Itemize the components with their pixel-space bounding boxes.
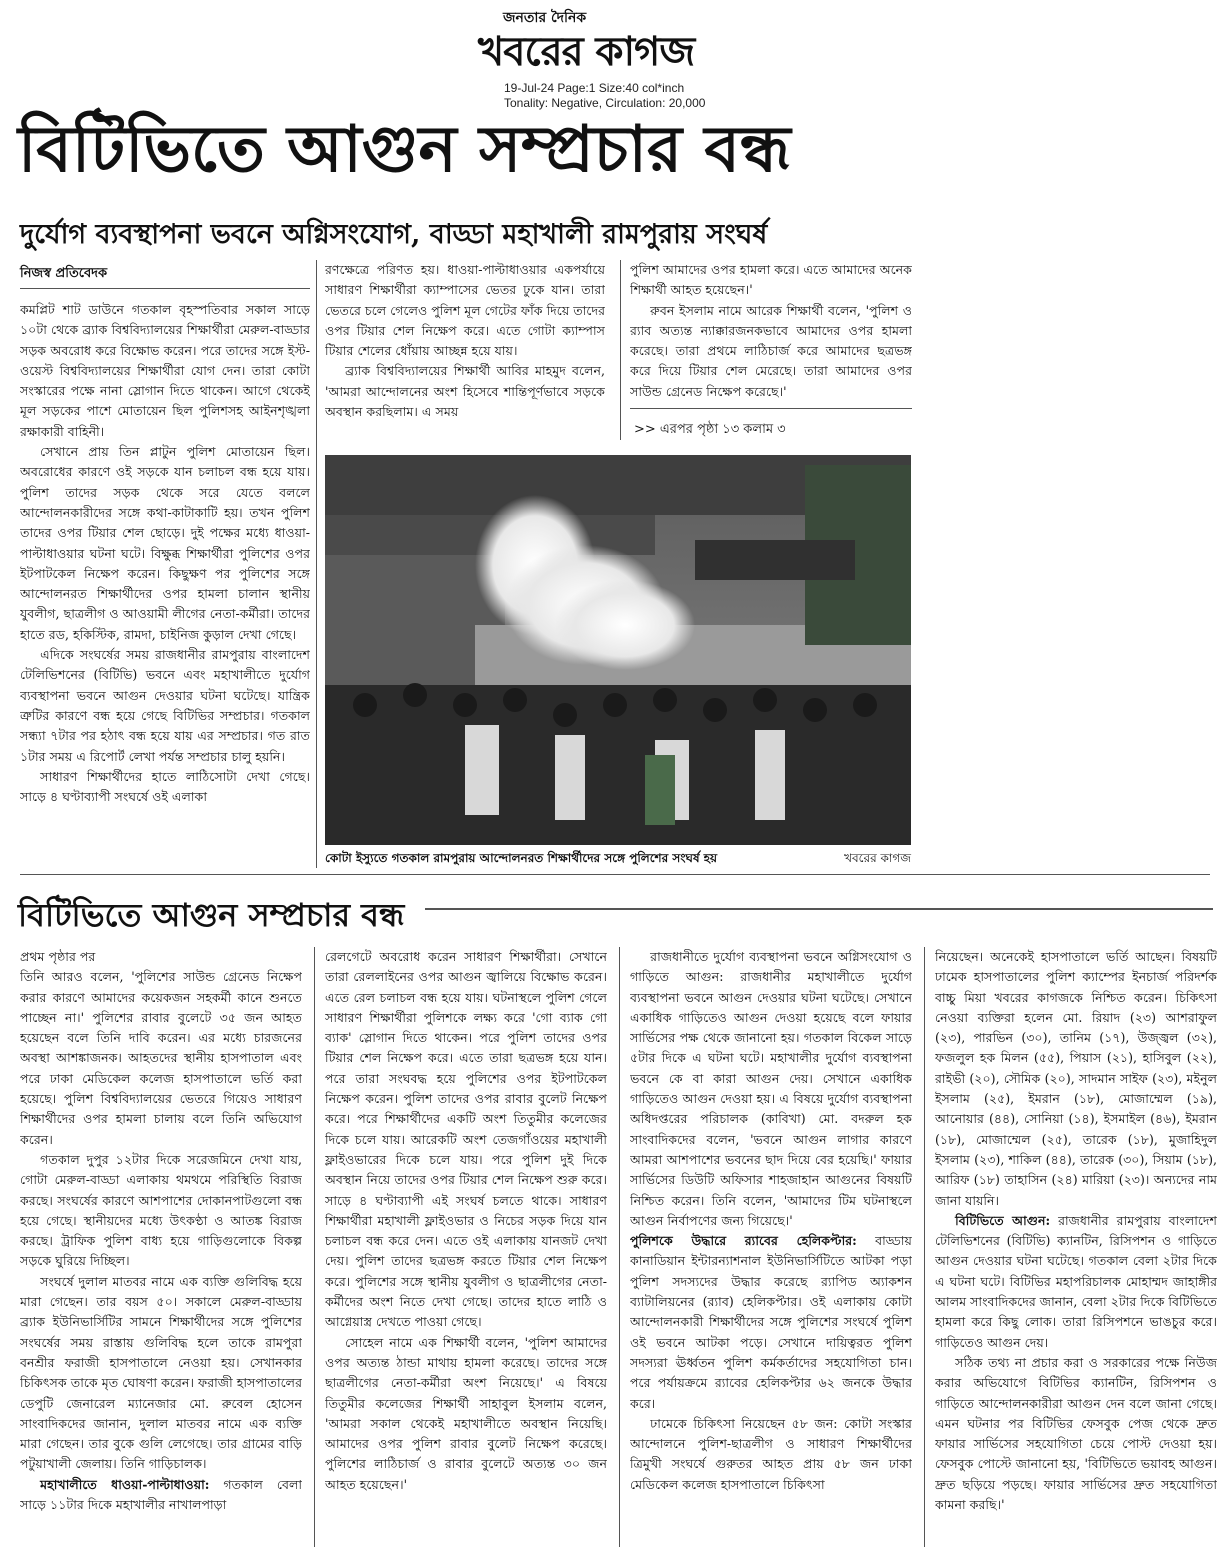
masthead-logo: খবরের কাগজ: [478, 28, 695, 75]
protest-photo-illustration: [325, 455, 911, 845]
paragraph: রেলগেটে অবরোধ করেন সাধারণ শিক্ষার্থীরা। সেখানে তারা রেললাইনের ওপর আগুন জ্বালিয়ে বিক্ষোভ করেন। এতে রেল চলাচল বন্ধ হয়ে যায়। ঘটনাস্থলে পুলিশ গেলে সাধারণ শিক্ষার্থীরা পুলিশকে লক্ষ্য করে 'গো ব্যাক গো ব্যাক' স্লোগান দিতে থাকেন। পরে পুলিশ তাদের ওপর টিয়ার শেল নিক্ষেপ করে। এতে তারা ছত্রভঙ্গ হয়ে যান। পরে তারা সংঘবদ্ধ হয়ে পুলিশের ওপর ইটপাটকেল নিক্ষেপ করেন। পুলিশ তাদের ওপর রাবার বুলেট নিক্ষেপ করে। পরে শিক্ষার্থীদের একটি অংশ তিতুমীর কলেজের দিকে চলে যায়। আরেকটি অংশ তেজগাঁওয়ের মহাখালী ফ্লাইওভারের দিকে চলে যায়। পরে পুলিশ দুই দিকে অবস্থান নিয়ে তাদের ওপর টিয়ার শেল নিক্ষেপ শুরু করে। সাড়ে ৪ ঘণ্টাব্যাপী এই সংঘর্ষ চলতে থাকে। সাধারণ শিক্ষার্থীরা মহাখালী ফ্লাইওভার ও নিচের সড়ক দিয়ে যান চলাচল বন্ধ করে দেন। এতে ওই এলাকায় যানজট দেখা দেয়। পুলিশ তাদের ছত্রভঙ্গ করতে টিয়ার শেল নিক্ষেপ করে। পুলিশের সঙ্গে স্থানীয় যুবলীগ ও ছাত্রলীগের নেতা-কর্মীদের অংশ নিতে দেখা গেছে। তাদের হাতে লাঠি ও আগ্নেয়াস্ত্র দেখতে পাওয়া গেছে।: [325, 949, 607, 1330]
continuation-column-3: [630, 947, 912, 1547]
jump-rule: [630, 408, 912, 409]
paragraph: সঠিক তথ্য না প্রচার করা ও সরকারের পক্ষে নিউজ করার অভিযোগে বিটিভির ক্যানটিন, রিসিপশন ও গাড়িতে আন্দোলনকারীরা আগুন দেন বলে জানা গেছে। এমন ঘটনার পর বিটিভির ফেসবুক পেজ থেকে দ্রুত ফায়ার সার্ভিসের সহযোগিতা চেয়ে পোস্ট দেওয়া হয়। ফেসবুক পোস্টে জানানো হয়, 'বিটিভিতে ভয়াবহ আগুন। দ্রুত ছড়িয়ে পড়ছে। ফায়ার সার্ভিসের দ্রুত সহযোগিতা কামনা করছি।': [935, 1354, 1217, 1513]
paragraph: রাজধানীর রামপুরায় বাংলাদেশ টেলিভিশনের (বিটিভি) ক্যানটিন, রিসিপশন ও গাড়িতে আগুন দেওয়ার ঘটনা ঘটেছে। গতকাল বেলা ২টার দিকে এ ঘটনা ঘটে। বিটিভির মহাপরিচালক মোহাম্মদ জাহাঙ্গীর আলম সাংবাদিকদের জানান, বেলা ২টার দিকে বিটিভিতে হামলা করে কিছু লোক। তারা রিসিপশনে ভাঙচুর করে। গাড়িতেও আগুন দেয়।: [935, 1212, 1217, 1350]
column-divider: [314, 947, 315, 1547]
clipping-meta-date: 19-Jul-24 Page:1 Size:40 col*inch: [504, 81, 685, 95]
masthead-tagline: জনতার দৈনিক: [503, 10, 587, 26]
photo-caption: [325, 850, 911, 870]
paragraph: সোহেল নামে এক শিক্ষার্থী বলেন, 'পুলিশ আমাদের ওপর অত্যন্ত ঠান্ডা মাথায় হামলা করেছে। তাদের সঙ্গে ছাত্রলীগের নেতা-কর্মীরা অংশ নিয়েছে।' এ বিষয়ে তিতুমীর কলেজের শিক্ষার্থী সাহাবুল ইসলাম বলেন, 'আমরা সকাল থেকেই মহাখালীতে অবস্থান নিয়েছি। আমাদের ওপর পুলিশ রাবার বুলেট নিক্ষেপ করেছে। পুলিশের লাঠিচার্জ ও রাবার বুলেটে অত্যন্ত ৩০ জন আহত হয়েছেন।': [325, 1334, 607, 1492]
subsection-lead: বিটিভিতে আগুন:: [955, 1212, 1051, 1228]
column-divider: [924, 947, 925, 1547]
paragraph: রুবন ইসলাম নামে আরেক শিক্ষার্থী বলেন, 'পুলিশ ও র‍্যাব অত্যন্ত ন্যাক্কারজনকভাবে আমাদের ওপর হামলা করেছে। তারা প্রথমে লাঠিচার্জ করে আমাদের ছত্রভঙ্গ করে দিয়ে টিয়ার শেল মেরেছে। তারা আমাদের ওপর সাউন্ড গ্রেনেড নিক্ষেপ করেছে।': [630, 302, 912, 399]
paragraph: কমপ্লিট শাট ডাউনে গতকাল বৃহস্পতিবার সকাল সাড়ে ১০টা থেকে ব্র্যাক বিশ্ববিদ্যালয়ের শিক্ষার্থীরা মেরুল-বাড্ডার সড়ক অবরোধ করে বিক্ষোভ করেন। পরে তাদের সঙ্গে ইস্ট-ওয়েস্ট বিশ্ববিদ্যালয়ের শিক্ষার্থীরা যোগ দেন। তারা কোটা সংস্কারের পক্ষে নানা স্লোগান দিতে থাকেন। আগে থেকেই মূল সড়কের পাশে মোতায়েন ছিল পুলিশসহ আইনশৃঙ্খলা রক্ষাকারী বাহিনী।: [20, 302, 310, 439]
continuation-headline-rule: [425, 908, 1213, 910]
paragraph: নিয়েছেন। অনেকেই হাসপাতালে ভর্তি আছেন। বিষয়টি ঢামেক হাসপাতালের পুলিশ ক্যাম্পের ইনচার্জ পরিদর্শক বাচ্চু মিয়া খবরের কাগজকে নিশ্চিত করেন। চিকিৎসা নেওয়া ব্যক্তিরা হলেন মো. রিয়াদ (২৩) আশরাফুল (২৩), পারভিন (৩০), তানিম (১৭), উজ্জ্বল (৩২), ফজলুল হক মিলন (৫৫), পিয়াস (২১), হাসিবুল (২২), রাইভী (২০), সৌমিক (২০), সাদমান সাইফ (২৩), মইনুল ইসলাম (২৫), ইমরান (১৮), মোজাম্মেল (১৯), আনোয়ার (৪৪), সোনিয়া (১৪), ইসমাইল (৪৬), ইমরান (১৮), মোজাম্মেল (২৫), তারেক (১৮), মুজাহিদুল ইসলাম (২৩), শাকিল (৪৪), তারেক (৩০), সিয়াম (১৮), আরিফ (১৮) তাহাসিন (২৪) মারিয়া (২৩)। অন্যদের নাম জানা যায়নি।: [935, 949, 1217, 1208]
paragraph: রণক্ষেত্রে পরিণত হয়। ধাওয়া-পাল্টাধাওয়ার একপর্যায়ে সাধারণ শিক্ষার্থীরা ক্যাম্পাসের ভেতর ঢুকে যান। তারা ভেতরে চলে গেলেও পুলিশ মূল গেটের ফাঁক দিয়ে তাদের ওপর টিয়ার শেল নিক্ষেপ করে। এতে গোটা ক্যাম্পাস টিয়ার শেলের ধোঁয়ায় আচ্ছন্ন হয়ে যায়।: [325, 262, 605, 359]
byline: নিজস্ব প্রতিবেদক: [20, 266, 108, 281]
paragraph: ব্র্যাক বিশ্ববিদ্যালয়ের শিক্ষার্থী আবির মাহমুদ বলেন, 'আমরা আন্দোলনের অংশ হিসেবে শান্তিপূর্ণভাবে সড়কে অবস্থান করছিলাম। এ সময়: [325, 363, 605, 420]
caption-credit: খবরের কাগজ: [844, 851, 911, 865]
paragraph: পুলিশ আমাদের ওপর হামলা করে। এতে আমাদের অনেক শিক্ষার্থী আহত হয়েছেন।': [630, 262, 912, 298]
column-divider: [316, 260, 317, 868]
article-column-2: [325, 260, 605, 440]
continuation-column-1: [20, 947, 302, 1547]
paragraph: গতকাল বেলা সাড়ে ১১টার দিকে মহাখালীর নাখালপাড়া: [20, 1476, 302, 1513]
continuation-column-2: [325, 947, 607, 1547]
continuation-lead: প্রথম পৃষ্ঠার পর: [20, 949, 96, 964]
column-divider: [620, 260, 621, 440]
paragraph: সাধারণ শিক্ষার্থীদের হাতে লাঠিসোটা দেখা গেছে। সাড়ে ৪ ঘণ্টাব্যাপী সংঘর্ষে ওই এলাকা: [20, 768, 310, 805]
caption-text: কোটা ইস্যুতে গতকাল রামপুরায় আন্দোলনরত শিক্ষার্থীদের সঙ্গে পুলিশের সংঘর্ষ হয়: [325, 851, 718, 865]
section-divider: [20, 874, 1210, 875]
byline-rule: [20, 288, 310, 289]
paragraph: রাজধানীতে দুর্যোগ ব্যবস্থাপনা ভবনে অগ্নিসংযোগ ও গাড়িতে আগুন: রাজধানীর মহাখালীতে দুর্যোগ ব্যবস্থাপনা ভবনে আগুন দেওয়ার ঘটনা ঘটেছে। সেখানে একাধিক গাড়িতেও আগুন দেওয়া হয়েছে বলে ফায়ার সার্ভিসের পক্ষ থেকে জানানো হয়। গতকাল বিকেল সাড়ে ৫টার দিকে এ ঘটনা ঘটে। মহাখালীর দুর্যোগ ব্যবস্থাপনা ভবনে কে বা কারা আগুন দেয়। সেখানে একাধিক গাড়িতেও আগুন দেওয়া হয়। এ বিষয়ে দুর্যোগ ব্যবস্থাপনা অধিদপ্তরের পরিচালক (কাবিখা) মো. বদরুল হক সাংবাদিকদের বলেন, 'ভবনে আগুন লাগার কারণে আমরা আশপাশের ভবনের ছাদ দিয়ে বের হয়েছি।' ফায়ার সার্ভিসের ডিউটি অফিসার শাহজাহান আগুনের বিষয়টি নিশ্চিত করেন। তিনি বলেন, 'আমাদের টিম ঘটনাস্থলে আগুন নির্বাপণের জন্য গিয়েছে।': [630, 949, 912, 1228]
subsection-lead: পুলিশকে উদ্ধারে র‍্যাবের হেলিকপ্টার:: [630, 1233, 857, 1249]
jump-reference: >> এরপর পৃষ্ঠা ১৩ কলাম ৩: [634, 422, 786, 437]
column-divider: [619, 947, 620, 1547]
paragraph: সংঘর্ষে দুলাল মাতবর নামে এক ব্যক্তি গুলিবিদ্ধ হয়ে মারা গেছেন। তার বয়স ৫০। সকালে মেরুল-বাড্ডায় ব্র্যাক ইউনিভার্সিটির সামনে শিক্ষার্থীদের সঙ্গে পুলিশের সংঘর্ষের সময় রাস্তায় গুলিবিদ্ধ হলে তাকে রামপুরা বনশ্রীর ফরাজী হাসপাতালে নেওয়া হয়। সেখানকার চিকিৎসক তাকে মৃত ঘোষণা করেন। ফরাজী হাসপাতালের ডেপুটি জেনারেল ম্যানেজার মো. রুবেল হোসেন সাংবাদিকদের জানান, দুলাল মাতবর নামে এক ব্যক্তি মারা গেছেন। তার বুকে গুলি লেগেছে। তার গ্রামের বাড়ি পটুয়াখালী জেলায়। তিনি গাড়িচালক।: [20, 1273, 302, 1472]
paragraph: বাড্ডায় কানাডিয়ান ইন্টারন্যাশনাল ইউনিভার্সিটিতে আটকা পড়া পুলিশ সদস্যদের উদ্ধার করেছে র‍্যাপিড অ্যাকশন ব্যাটালিয়নের (র‍্যাব) হেলিকপ্টার। ওই এলাকায় কোটা আন্দোলনকারী শিক্ষার্থীদের সঙ্গে পুলিশের সংঘর্ষে পুলিশ ওই ভবনে আটকা পড়ে। সেখানে দায়িত্বরত পুলিশ সদস্যরা ঊর্ধ্বতন পুলিশ কর্মকর্তাদের সহযোগিতা চান। পরে পর্যায়ক্রমে র‍্যাবের হেলিকপ্টার ৬২ জনকে উদ্ধার করে।: [630, 1233, 912, 1411]
paragraph: ঢামেকে চিকিৎসা নিয়েছেন ৫৮ জন: কোটা সংস্কার আন্দোলনে পুলিশ-ছাত্রলীগ ও সাধারণ শিক্ষার্থীদের ত্রিমুখী সংঘর্ষে গুরুতর আহত প্রায় ৫৮ জন ঢাকা মেডিকেল কলেজ হাসপাতালে চিকিৎসা: [630, 1415, 912, 1492]
continuation-column-4: [935, 947, 1217, 1547]
main-headline: বিটিভিতে আগুন সম্প্রচার বন্ধ: [18, 112, 791, 187]
sub-headline: দুর্যোগ ব্যবস্থাপনা ভবনে অগ্নিসংযোগ, বাড্ডা মহাখালী রামপুরায় সংঘর্ষ: [20, 219, 768, 250]
clipping-meta-tonality: Tonality: Negative, Circulation: 20,000: [504, 96, 706, 110]
paragraph: তিনি আরও বলেন, 'পুলিশের সাউন্ড গ্রেনেড নিক্ষেপ করার কারণে আমাদের কয়েকজন সহকর্মী কানে শুনতে পাচ্ছেন না।' পুলিশের রাবার বুলেটে ৩৫ জন আহত হয়েছেন বলে তিনি দাবি করেন। এর মধ্যে চারজনের অবস্থা আশঙ্কাজনক। আহতদের স্থানীয় হাসপাতাল এবং পরে ঢাকা মেডিকেল কলেজ হাসপাতালে ভর্তি করা হয়েছে। পুলিশ বিশ্ববিদ্যালয়ের ভেতরে গিয়েও সাধারণ শিক্ষার্থীদের ওপর হামলা চালায় বলে তিনি অভিযোগ করেন।: [20, 969, 302, 1147]
subsection-lead: মহাখালীতে ধাওয়া-পাল্টাধাওয়া:: [40, 1476, 210, 1492]
article-column-3: [630, 260, 912, 408]
paragraph: সেখানে প্রায় তিন প্লাটুন পুলিশ মোতায়েন ছিল। অবরোধের কারণে ওই সড়কে যান চলাচল বন্ধ হয়ে যায়। পুলিশ তাদের সড়ক থেকে সরে যেতে বললে আন্দোলনকারীদের সঙ্গে কথা-কাটাকাটি হয়। তখন পুলিশ তাদের ওপর টিয়ার শেল ছোড়ে। দুই পক্ষের মধ্যে ধাওয়া-পাল্টাধাওয়ার ঘটনা ঘটে। বিক্ষুব্ধ শিক্ষার্থীরা পুলিশের ওপর ইটপাটকেল নিক্ষেপ করেন। কিছুক্ষণ পর পুলিশের সঙ্গে আন্দোলনরত শিক্ষার্থীদের ওপর হামলা চালান স্থানীয় যুবলীগ, ছাত্রলীগ ও আওয়ামী লীগের নেতা-কর্মীরা। তাদের হাতে রড, হকিস্টিক, রামদা, চাইনিজ কুড়াল দেখা গেছে।: [20, 444, 310, 642]
article-column-1: [20, 300, 310, 868]
paragraph: এদিকে সংঘর্ষের সময় রাজধানীর রামপুরায় বাংলাদেশ টেলিভিশনের (বিটিভি) ভবনে এবং মহাখালীতে দুর্যোগ ব্যবস্থাপনা ভবনে আগুন দেওয়ার ঘটনা ঘটেছে। যান্ত্রিক ত্রুটির কারণে বন্ধ হয়ে গেছে বিটিভির সম্প্রচার। গতকাল সন্ধ্যা ৭টার পর হঠাৎ বন্ধ হয়ে যায় এর সম্প্রচার। গত রাত ১টার সময় এ রিপোর্ট লেখা পর্যন্ত সম্প্রচার চালু হয়নি।: [20, 647, 310, 764]
continuation-headline: বিটিভিতে আগুন সম্প্রচার বন্ধ: [18, 896, 405, 934]
news-photo: [325, 455, 911, 845]
paragraph: গতকাল দুপুর ১২টার দিকে সরেজমিনে দেখা যায়, গোটা মেরুল-বাড্ডা এলাকায় থমথমে পরিস্থিতি বিরাজ করছে। সংঘর্ষের কারণে আশপাশের দোকানপাটগুলো বন্ধ হয়ে গেছে। স্থানীয়দের মধ্যে উৎকণ্ঠা ও আতঙ্ক বিরাজ করছে। ট্রাফিক পুলিশ বাধ্য হয়ে গাড়িগুলোকে বিকল্প সড়কে ঘুরিয়ে দিচ্ছিল।: [20, 1151, 302, 1269]
